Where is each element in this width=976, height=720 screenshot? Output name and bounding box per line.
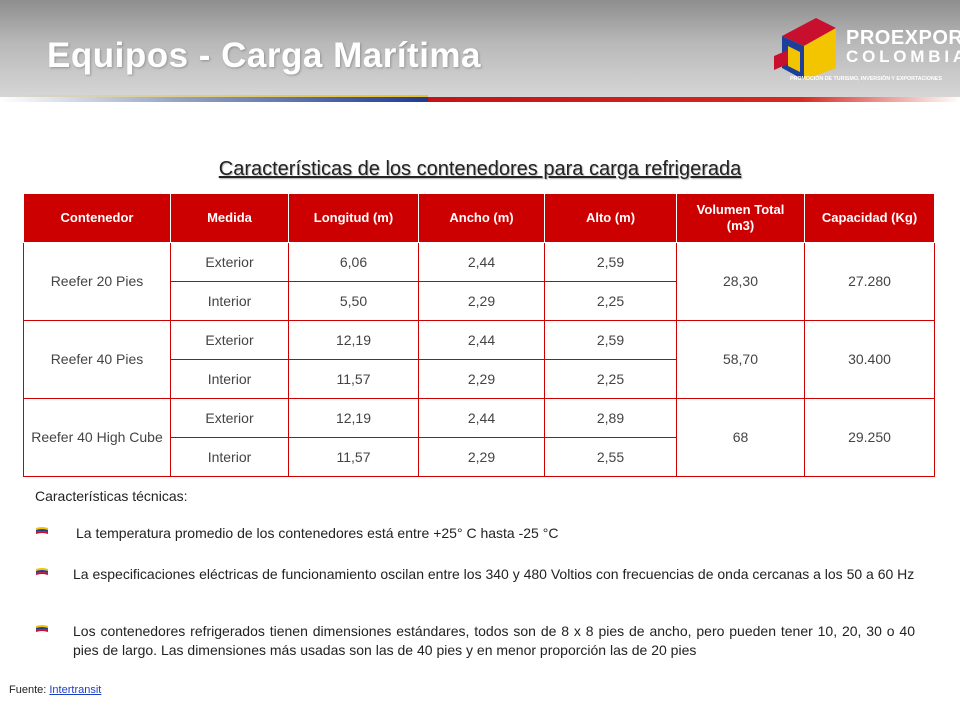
contenedor-cell: Reefer 40 Pies bbox=[24, 321, 171, 399]
ancho-cell: 2,44 bbox=[419, 321, 545, 360]
medida-cell: Interior bbox=[171, 438, 289, 477]
proexport-logo bbox=[774, 14, 976, 92]
header-stripe-blue bbox=[0, 97, 428, 102]
table-row bbox=[24, 321, 935, 360]
header-cell: Capacidad (Kg) bbox=[805, 194, 935, 243]
table-header-row bbox=[24, 194, 935, 243]
colombia-flag-swoosh-icon bbox=[35, 568, 49, 576]
header-cell: Contenedor bbox=[24, 194, 171, 243]
longitud-cell: 12,19 bbox=[289, 399, 419, 438]
note-text: La temperatura promedio de los contenedores está entre +25° C hasta -25 °C bbox=[76, 525, 559, 541]
longitud-cell: 11,57 bbox=[289, 360, 419, 399]
ancho-cell: 2,44 bbox=[419, 399, 545, 438]
alto-cell: 2,89 bbox=[545, 399, 677, 438]
logo-name: PROEXPORT bbox=[846, 27, 976, 49]
alto-cell: 2,59 bbox=[545, 321, 677, 360]
capacidad-cell: 27.280 bbox=[805, 243, 935, 321]
colombia-flag-swoosh-icon bbox=[35, 625, 49, 633]
volumen-cell: 58,70 bbox=[677, 321, 805, 399]
contenedor-cell: Reefer 20 Pies bbox=[24, 243, 171, 321]
header-cell: Volumen Total (m3) bbox=[677, 194, 805, 243]
page-title: Equipos - Carga Marítima bbox=[47, 36, 482, 75]
notes-heading: Características técnicas: bbox=[35, 488, 188, 504]
source-link[interactable]: Intertransit bbox=[49, 684, 102, 696]
ancho-cell: 2,29 bbox=[419, 360, 545, 399]
table-row bbox=[24, 399, 935, 438]
medida-cell: Interior bbox=[171, 360, 289, 399]
note-bullet bbox=[35, 524, 915, 543]
alto-cell: 2,59 bbox=[545, 243, 677, 282]
header-cell: Alto (m) bbox=[545, 194, 677, 243]
colombia-flag-swoosh-icon bbox=[35, 527, 49, 535]
table-row bbox=[24, 243, 935, 282]
longitud-cell: 5,50 bbox=[289, 282, 419, 321]
alto-cell: 2,25 bbox=[545, 282, 677, 321]
proexport-logo-icon bbox=[774, 16, 844, 82]
longitud-cell: 11,57 bbox=[289, 438, 419, 477]
header-cell: Longitud (m) bbox=[289, 194, 419, 243]
contenedor-cell: Reefer 40 High Cube bbox=[24, 399, 171, 477]
alto-cell: 2,25 bbox=[545, 360, 677, 399]
table-title: Características de los contenedores para carga refrigerada bbox=[218, 158, 742, 180]
alto-cell: 2,55 bbox=[545, 438, 677, 477]
source-footer bbox=[9, 684, 101, 696]
note-text: Los contenedores refrigerados tienen dimensiones estándares, todos son de 8 x 8 pies de ancho, pero pueden tener 10, 20, 30 o 40 pies de largo. Las dimensiones más usadas son las de 40 pies y en menor proporción las de 20 pies bbox=[73, 623, 915, 658]
header-cell: Medida bbox=[171, 194, 289, 243]
capacidad-cell: 29.250 bbox=[805, 399, 935, 477]
medida-cell: Exterior bbox=[171, 321, 289, 360]
logo-tagline: PROMOCIÓN DE TURISMO, INVERSIÓN Y EXPORTACIONES bbox=[790, 76, 942, 82]
ancho-cell: 2,44 bbox=[419, 243, 545, 282]
capacidad-cell: 30.400 bbox=[805, 321, 935, 399]
medida-cell: Exterior bbox=[171, 399, 289, 438]
note-text: La especificaciones eléctricas de funcionamiento oscilan entre los 340 y 480 Voltios con frecuencias de onda cercanas a los 50 a 60 Hz bbox=[73, 566, 915, 582]
header-stripe-red bbox=[428, 97, 960, 102]
medida-cell: Exterior bbox=[171, 243, 289, 282]
note-bullet bbox=[35, 565, 915, 584]
note-bullet bbox=[35, 622, 915, 660]
volumen-cell: 68 bbox=[677, 399, 805, 477]
medida-cell: Interior bbox=[171, 282, 289, 321]
longitud-cell: 12,19 bbox=[289, 321, 419, 360]
header-cell: Ancho (m) bbox=[419, 194, 545, 243]
ancho-cell: 2,29 bbox=[419, 438, 545, 477]
volumen-cell: 28,30 bbox=[677, 243, 805, 321]
longitud-cell: 6,06 bbox=[289, 243, 419, 282]
logo-country: COLOMBIA bbox=[846, 47, 969, 66]
container-spec-table bbox=[23, 193, 935, 477]
title-bar bbox=[0, 0, 976, 97]
source-label: Fuente: bbox=[9, 684, 47, 696]
ancho-cell: 2,29 bbox=[419, 282, 545, 321]
